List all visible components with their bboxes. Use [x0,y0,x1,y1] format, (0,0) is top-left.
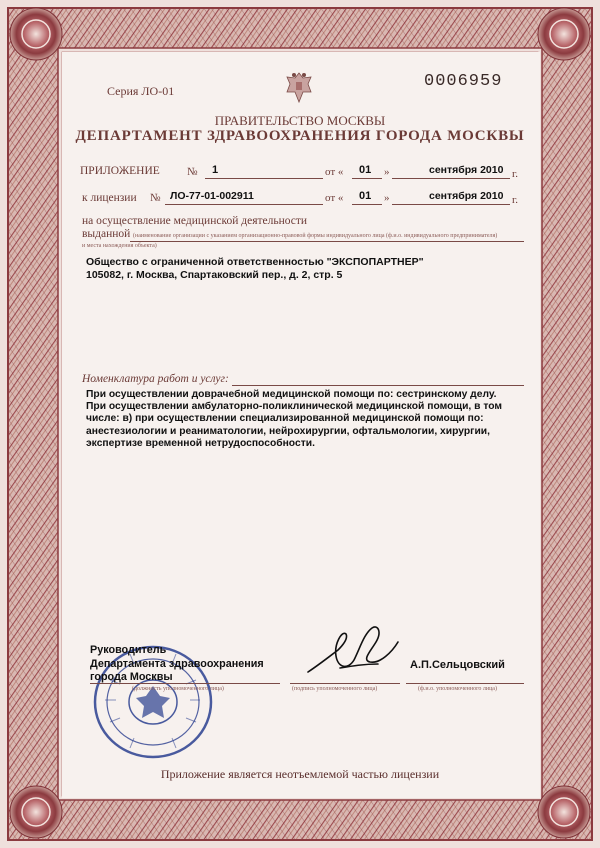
signatory-title-line-1: Руководитель [90,644,167,656]
appendix-no-line [205,178,323,179]
license-from-label: от « [325,192,344,204]
signature-hint: (подпись уполномоченного лица) [292,686,378,692]
nomenclature-line [232,385,524,386]
appendix-label: ПРИЛОЖЕНИЕ [80,165,160,177]
appendix-number: 1 [212,164,219,176]
footer-note: Приложение является неотъемлемой частью лицензии [160,767,440,781]
signatory-title-line-3: города Москвы [90,671,173,683]
government-title: ПРАВИТЕЛЬСТВО МОСКВЫ [214,113,386,128]
nomenclature-line-5: экспертизе временной нетрудоспособности. [86,437,315,449]
issued-hint: (наименование организации с указанием организационно-правовой формы индивидуального лица (ф.и.о. индивидуального предпринимателя) [133,233,498,239]
coat-of-arms-icon [283,70,315,106]
license-label: к лицензии [82,192,137,204]
appendix-day-line [352,178,382,179]
license-close-quote: » [384,192,390,204]
license-no-label: № [150,192,161,204]
nomenclature-line-3: числе: в) при осуществлении специализированной медицинской помощи по: [86,413,484,425]
license-year-suffix: г. [512,194,519,206]
organization-name: Общество с ограниченной ответственностью "ЭКСПОПАРТНЕР" [86,256,424,268]
signature-line [290,683,400,684]
signatory-title [90,644,264,685]
license-date-line [392,204,510,205]
nomenclature-line-1: При осуществлении доврачебной медицинской помощи по: сестринскому делу. [86,389,497,400]
nomenclature-line-4: анестезиологии и реаниматологии, нейрохирургии, офтальмологии, хирургии, [86,425,490,437]
nomenclature-line-2: При осуществлении амбулаторно-поликлинической медицинской помощи, в том [86,401,503,413]
appendix-close-quote: » [384,166,390,178]
position-hint: (должность уполномоченного лица) [132,686,224,692]
appendix-day: 01 [359,164,372,176]
appendix-year-suffix: г. [512,168,519,180]
activity-text: на осуществление медицинской деятельности [82,215,308,227]
address-hint: и места нахождения объекта) [82,243,157,249]
appendix-month-year: сентября 2010 [429,164,504,176]
issued-label: выданной [82,228,131,240]
nomenclature-label: Номенклатура работ и услуг: [82,373,229,385]
signatory-title-line-2: Департамента здравоохранения [90,657,264,670]
license-day: 01 [359,190,372,202]
position-line [90,683,280,684]
appendix-from-label: от « [325,166,344,178]
appendix-date-line [392,178,510,179]
name-hint: (ф.и.о. уполномоченного лица) [418,686,497,692]
license-day-line [352,204,382,205]
department-title: ДЕПАРТАМЕНТ ЗДРАВООХРАНЕНИЯ ГОРОДА МОСКВЫ [75,128,525,144]
license-number: ЛО-77-01-002911 [170,190,254,202]
handwritten-signature [300,612,410,684]
issued-line [130,241,524,242]
nomenclature-list [86,389,536,450]
document-number: 0006959 [424,72,503,91]
name-line [406,683,524,684]
signatory-name: А.П.Сельцовский [410,659,505,671]
organization-address: 105082, г. Москва, Спартаковский пер., д. 2, стр. 5 [86,269,343,281]
license-no-line [165,204,323,205]
series-label: Серия ЛО-01 [107,84,175,98]
license-month-year: сентября 2010 [429,190,504,202]
appendix-no-label: № [187,166,198,178]
